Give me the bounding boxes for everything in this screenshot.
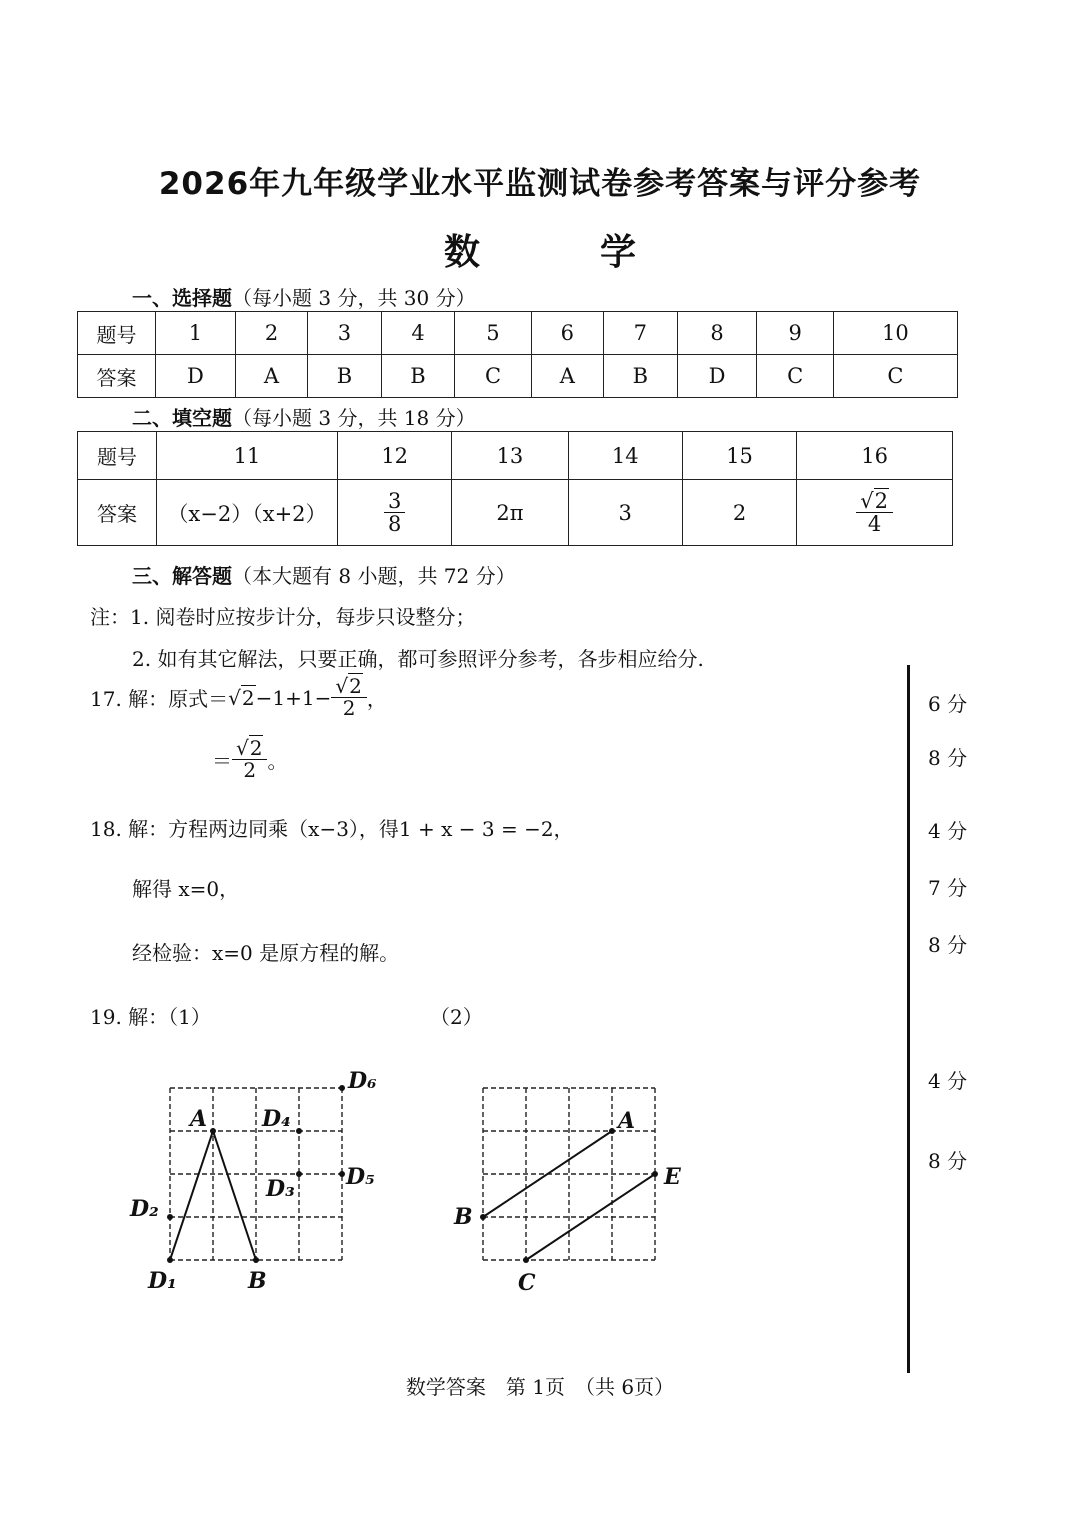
section3-note: （本大题有 8 小题，共 72 分） (232, 564, 516, 588)
section1-heading: 一、选择题 (132, 286, 232, 310)
score-q18-step3: 8 分 (928, 933, 968, 957)
q18-line1: 18. 解：方程两边同乘（x−3），得1 + x − 3 = −2， (90, 817, 574, 841)
section2-heading: 二、填空题 (132, 406, 232, 430)
row-label-number: 题号 (78, 312, 156, 355)
fraction: $\frac{3}{8}$ (384, 490, 405, 535)
choice-answer: A (235, 355, 307, 398)
section2-note: （每小题 3 分，共 18 分） (232, 406, 476, 430)
page-title: 2026年九年级学业水平监测试卷参考答案与评分参考 (158, 166, 922, 202)
fig2-label-b: B (454, 1204, 473, 1230)
fig1-label-d4: D₄ (262, 1106, 291, 1132)
choice-number: 5 (455, 312, 531, 355)
section3-heading: 三、解答题 (132, 564, 232, 588)
score-q18-step2: 7 分 (928, 876, 968, 900)
choice-answer: C (455, 355, 531, 398)
choice-answer: B (381, 355, 455, 398)
page-footer: 数学答案 第 1页 （共 6页） (405, 1375, 675, 1399)
choice-answer: C (833, 355, 957, 398)
answer-15: 2 (682, 480, 796, 546)
choice-answer: B (308, 355, 382, 398)
blank-number: 15 (682, 432, 796, 480)
fig2-label-c: C (518, 1270, 536, 1296)
answer-11: （x−2）（x+2） (157, 480, 338, 546)
q18-line2: 解得 x=0， (132, 877, 240, 901)
blank-number: 14 (568, 432, 682, 480)
subject-heading (0, 224, 1080, 275)
choice-answer: C (757, 355, 833, 398)
row-label-number: 题号 (78, 432, 157, 480)
subject-char-2: 学 (600, 232, 637, 273)
choice-answer-table (77, 311, 958, 398)
choice-number: 7 (604, 312, 678, 355)
fraction: $\frac{√2}{4}$ (856, 490, 893, 535)
blank-number: 12 (338, 432, 452, 480)
fig1-label-d2: D₂ (130, 1196, 159, 1222)
fig1-label-b: B (248, 1268, 267, 1294)
choice-number: 4 (381, 312, 455, 355)
row-label-answer: 答案 (78, 480, 157, 546)
score-q17-step1: 6 分 (928, 692, 968, 716)
q17-line1: 17. 解：原式＝ √2 −1+1− $\frac{√2}{2}$ ， (90, 674, 387, 720)
answer-13: 2π (452, 480, 568, 546)
fig1-label-d6: D₆ (348, 1068, 377, 1094)
answer-16 (797, 480, 953, 546)
score-divider-line (907, 665, 910, 1373)
section2-title (132, 402, 476, 431)
fig1-label-a: A (190, 1106, 208, 1132)
choice-answer: A (531, 355, 603, 398)
subject-char-1: 数 (443, 232, 480, 273)
score-q17-step2: 8 分 (928, 746, 968, 770)
q19-figure-1 (120, 1060, 400, 1300)
fig1-label-d5: D₅ (346, 1164, 375, 1190)
section1-title (132, 282, 476, 311)
answer-14: 3 (568, 480, 682, 546)
blank-number: 11 (157, 432, 338, 480)
section3-title (132, 560, 516, 589)
blank-number: 16 (797, 432, 953, 480)
choice-number: 1 (156, 312, 236, 355)
grading-note-1: 注：1. 阅卷时应按步计分，每步只设整分； (90, 605, 476, 629)
choice-answer: D (677, 355, 757, 398)
score-q19-part1: 4 分 (928, 1069, 968, 1093)
section1-note: （每小题 3 分，共 30 分） (232, 286, 476, 310)
row-label-answer: 答案 (78, 355, 156, 398)
q19-figure-2 (440, 1060, 700, 1300)
choice-answer: B (604, 355, 678, 398)
grading-note-2: 2. 如有其它解法，只要正确，都可参照评分参考，各步相应给分. (132, 647, 704, 671)
q19-part2-label: （2） (430, 1005, 483, 1029)
fig2-label-a: A (618, 1108, 636, 1134)
fig1-label-d1: D₁ (148, 1268, 177, 1294)
choice-number: 3 (308, 312, 382, 355)
answer-12 (338, 480, 452, 546)
choice-number: 2 (235, 312, 307, 355)
choice-answer: D (156, 355, 236, 398)
choice-number: 9 (757, 312, 833, 355)
choice-number: 6 (531, 312, 603, 355)
fig1-label-d3: D₃ (266, 1176, 295, 1202)
fig2-label-e: E (664, 1164, 681, 1190)
q19-label: 19. 解：（1） (90, 1005, 211, 1029)
choice-number: 8 (677, 312, 757, 355)
blank-number: 13 (452, 432, 568, 480)
fill-blank-answer-table (77, 431, 953, 546)
score-q19-part2: 8 分 (928, 1149, 968, 1173)
q18-line3: 经检验：x=0 是原方程的解。 (132, 941, 400, 965)
choice-number: 10 (833, 312, 957, 355)
q17-line2: ＝ $\frac{√2}{2}$ 。 (212, 736, 288, 782)
score-q18-step1: 4 分 (928, 819, 968, 843)
